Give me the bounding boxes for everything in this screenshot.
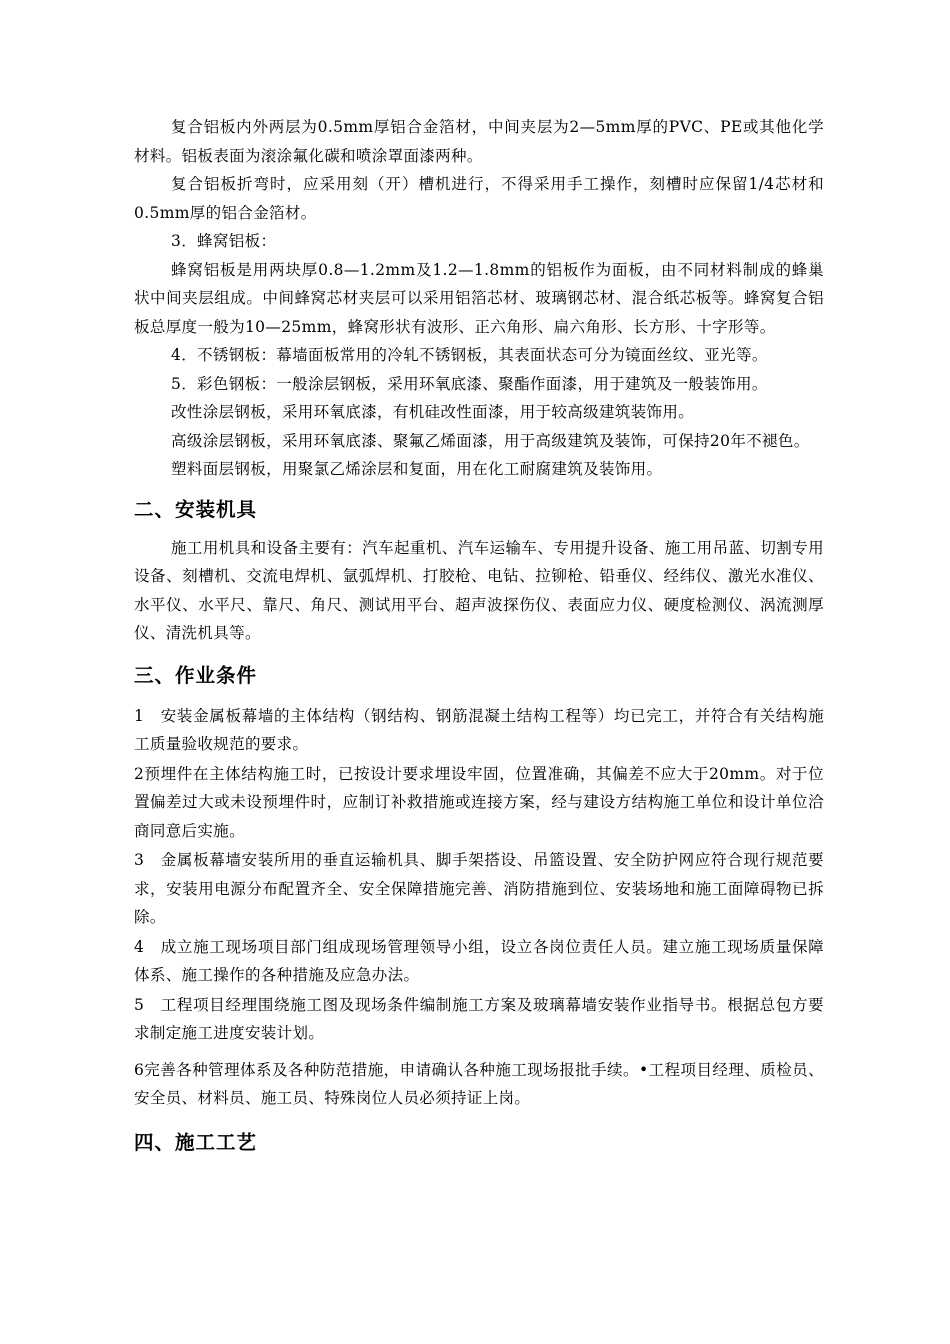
installation-tools-section bbox=[134, 534, 824, 648]
item-stainless-steel: 4．不锈钢板：幕墙面板常用的冷轧不锈钢板，其表面状态可分为镜面丝纹、亚光等。 bbox=[171, 346, 768, 364]
condition-item-4: 4 成立施工现场项目部门组成现场管理领导小组，设立各岗位责任人员。建立施工现场质量保障体系、施工操作的各种措施及应急办法。 bbox=[134, 937, 824, 984]
paragraph-plastic-steel: 塑料面层钢板，用聚氯乙烯涂层和复面，用在化工耐腐建筑及装饰用。 bbox=[171, 460, 663, 478]
work-conditions-section bbox=[134, 702, 824, 1113]
condition-item-5: 5 工程项目经理围绕施工图及现场条件编制施工方案及玻璃幕墙安装作业指导书。根据总包方要求制定施工进度安装计划。 bbox=[134, 995, 824, 1042]
heading-installation-tools: 二、安装机具 bbox=[134, 497, 258, 521]
paragraph-composite-aluminum: 复合铝板内外两层为0.5mm厚铝合金箔材，中间夹层为2—5mm厚的PVC、PE或其他化学材料。铝板表面为滚涂氟化碳和喷涂罩面漆两种。 bbox=[134, 118, 824, 165]
paragraph-modified-coating: 改性涂层钢板，采用环氧底漆，有机硅改性面漆，用于较高级建筑装饰用。 bbox=[171, 403, 695, 421]
page-content bbox=[134, 113, 824, 1155]
heading-construction-process: 四、施工工艺 bbox=[134, 1130, 258, 1154]
item-honeycomb-title: 3．蜂窝铝板： bbox=[171, 232, 277, 250]
paragraph-honeycomb: 蜂窝铝板是用两块厚0.8—1.2mm及1.2—1.8mm的铝板作为面板，由不同材料制成的蜂巢状中间夹层组成。中间蜂窝芯材夹层可以采用铝箔芯材、玻璃钢芯材、混合纸芯板等。蜂窝复合铝板总厚度一般为10—25mm，蜂窝形状有波形、正六角形、扁六角形、长方形、十字形等。 bbox=[134, 260, 824, 336]
paragraph-composite-bending: 复合铝板折弯时，应采用刻（开）槽机进行，不得采用手工操作，刻槽时应保留1/4芯材和0.5mm厚的铝合金箔材。 bbox=[134, 175, 824, 222]
condition-item-3: 3 金属板幕墙安装所用的垂直运输机具、脚手架搭设、吊篮设置、安全防护网应符合现行规范要求，安装用电源分布配置齐全、安全保障措施完善、消防措施到位、安装场地和施工面障碍物已拆除。 bbox=[134, 851, 824, 926]
paragraph-advanced-coating: 高级涂层钢板，采用环氧底漆、聚氟乙烯面漆，用于高级建筑及装饰，可保持20年不褪色。 bbox=[171, 431, 810, 450]
heading-work-conditions: 三、作业条件 bbox=[134, 663, 258, 687]
condition-item-1: 1 安装金属板幕墙的主体结构（钢结构、钢筋混凝土结构工程等）均已完工，并符合有关结构施工质量验收规范的要求。 bbox=[134, 706, 824, 753]
paragraph-tools-list: 施工用机具和设备主要有：汽车起重机、汽车运输车、专用提升设备、施工用吊蓝、切割专用设备、刻槽机、交流电焊机、氩弧焊机、打胶枪、电钻、拉铆枪、铅垂仪、经纬仪、激光水准仪、水平仪、水平尺、靠尺、角尺、测试用平台、超声波探伤仪、表面应力仪、硬度检测仪、涡流测厚仪、清洗机具等。 bbox=[134, 538, 824, 642]
condition-item-2: 2预埋件在主体结构施工时，已按设计要求埋设牢固，位置准确，其偏差不应大于20mm。对于位置偏差过大或未设预埋件时，应制订补救措施或连接方案，经与建设方结构施工单位和设计单位洽商同意后实施。 bbox=[134, 764, 824, 840]
item-color-steel: 5．彩色钢板：一般涂层钢板，采用环氧底漆、聚酯作面漆，用于建筑及一般装饰用。 bbox=[171, 374, 768, 393]
panel-materials-section bbox=[134, 113, 824, 484]
condition-item-6: 6完善各种管理体系及各种防范措施，申请确认各种施工现场报批手续。•工程项目经理、质检员、安全员、材料员、施工员、特殊岗位人员必须持证上岗。 bbox=[134, 1060, 824, 1107]
